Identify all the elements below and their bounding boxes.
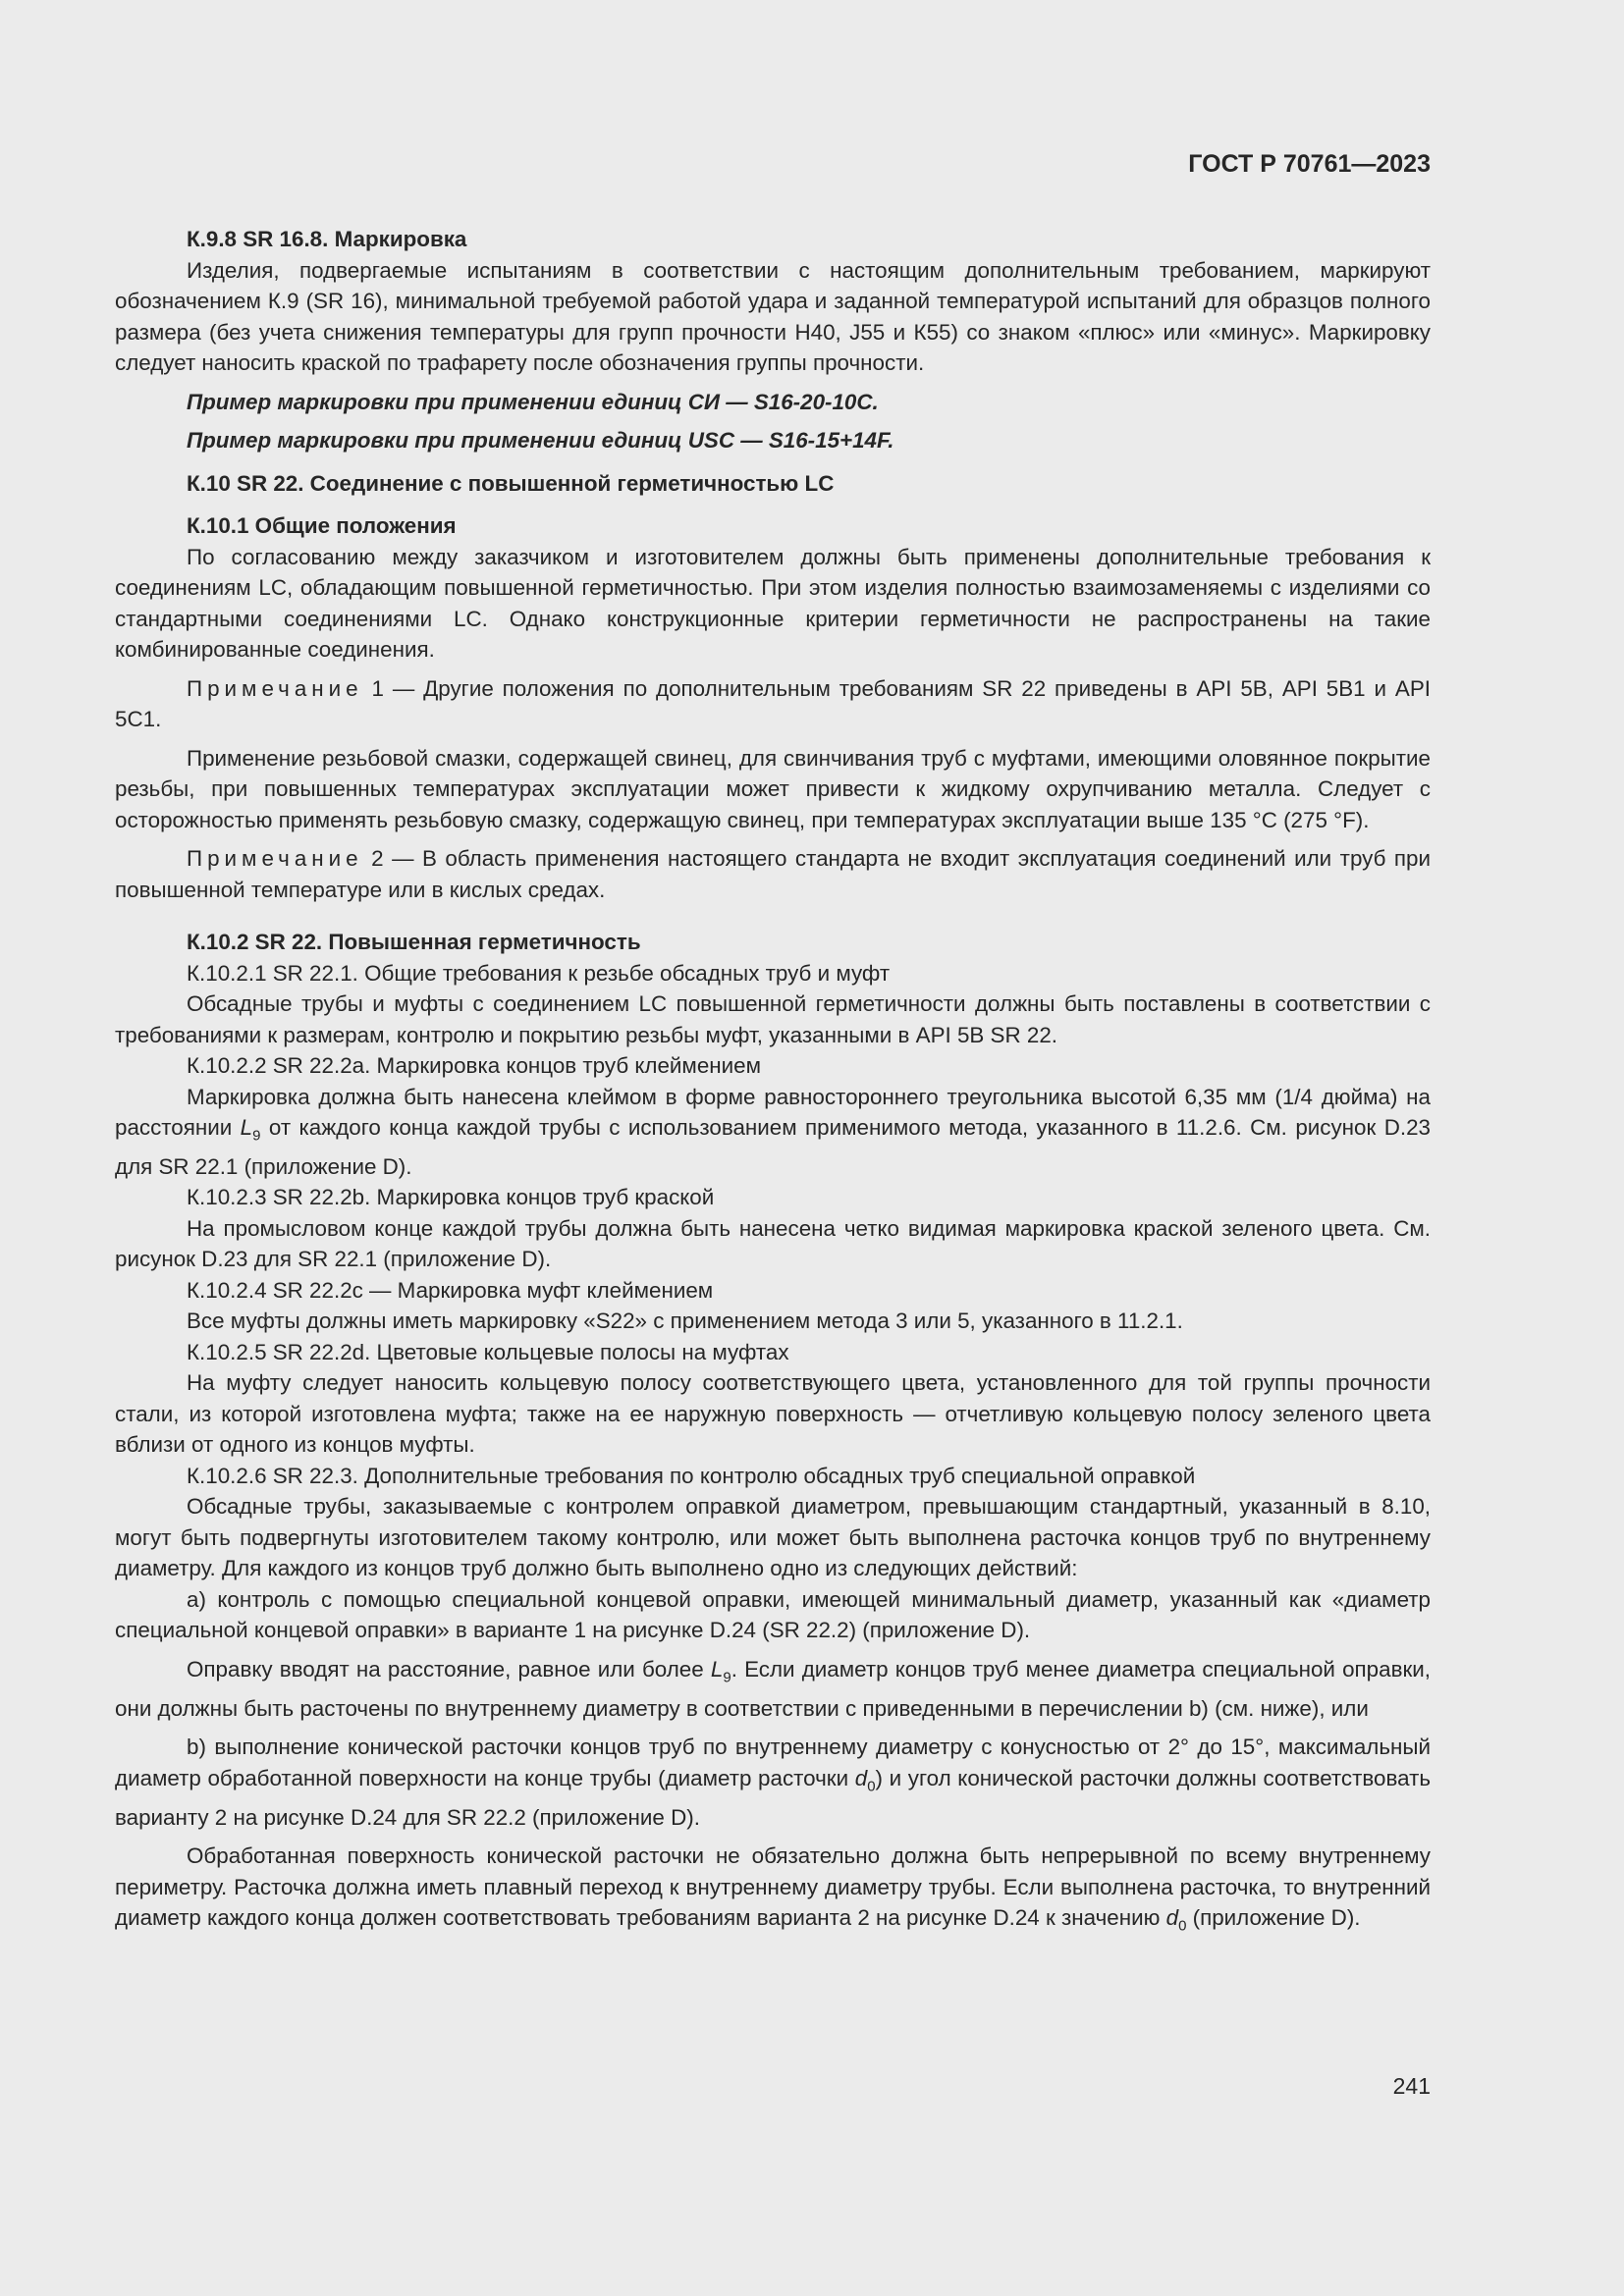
section-k101-text-2: Применение резьбовой смазки, содержащей свинец, для свинчивания труб с муфтами, имеющими оловянное покрытие резьбы, при повышенных температурах эксплуатации может привести к жидкому охрупчиванию металла. Следует с осторожностью применять резьбовую смазку, содержащую свинец, при температурах эксплуатации выше 135 °С (275 °F).: [115, 745, 1431, 832]
note-2: [115, 843, 1431, 905]
symbol-l: L: [710, 1656, 724, 1682]
list-item-a: а) контроль с помощью специальной концевой оправки, имеющей минимальный диаметр, указанный как «диаметр специальной концевой оправки» в варианте 1 на рисунке D.24 (SR 22.2) (приложение D).: [115, 1586, 1431, 1643]
section-k102-heading: К.10.2 SR 22. Повышенная герметичность: [187, 930, 641, 954]
subsection-6-text: Обсадные трубы, заказываемые с контролем оправкой диаметром, превышающим стандартный, указанный в 8.10, могут быть подвергнуты изготовителем такому контролю, или может быть выполнена расточка концов труб по внутреннему диаметру. Для каждого из концов труб должно быть выполнено одно из следующих действий:: [115, 1494, 1431, 1581]
page-number: 241: [1392, 2073, 1431, 2099]
list-item-a-text: [115, 1654, 1431, 1724]
symbol-l: L: [240, 1115, 253, 1140]
subsection-6-title: К.10.2.6 SR 22.3. Дополнительные требования по контролю обсадных труб специальной оправкой: [187, 1463, 1196, 1488]
symbol-l-subscript: 9: [252, 1127, 261, 1145]
list-item-b-text-b: ) и угол конической расточки должны соответствовать варианту 2 на рисунке D.24 для SR 22.2 (приложение D).: [115, 1765, 1431, 1830]
subsection-1-text: Обсадные трубы и муфты с соединением LC повышенной герметичности должны быть поставлены в соответствии с требованиями к размерам, контролю и покрытию резьбы муфт, указанными в API 5В SR 22.: [115, 991, 1431, 1047]
section-k98-heading: К.9.8 SR 16.8. Маркировка: [187, 227, 467, 251]
note-2-label: Примечание: [187, 846, 363, 871]
symbol-d-subscript: 0: [867, 1778, 876, 1795]
subsection-2-text-a: Маркировка должна быть нанесена клеймом в форме равностороннего треугольника высотой 6,35 мм (1/4 дюйма) на расстоянии: [115, 1084, 1431, 1140]
section-k101-heading: К.10.1 Общие положения: [187, 513, 457, 538]
subsection-3-title: К.10.2.3 SR 22.2b. Маркировка концов труб краской: [187, 1185, 715, 1210]
note-1: [115, 673, 1431, 735]
subsection-3-text: На промысловом конце каждой трубы должна быть нанесена четко видимая маркировка краской зеленого цвета. См. рисунок D.23 для SR 22.1 (приложение D).: [115, 1215, 1431, 1272]
marking-example-si: Пример маркировки при применении единиц СИ — S16-20-10C.: [187, 389, 879, 414]
subsection-5-title: К.10.2.5 SR 22.2d. Цветовые кольцевые полосы на муфтах: [187, 1339, 789, 1364]
list-item-b-text-a: b) выполнение конической расточки концов труб по внутреннему диаметру с конусностью от 2° до 15°, максимальный диаметр обработанной поверхности на конце трубы (диаметр расточки: [115, 1735, 1431, 1790]
subsection-2-title: К.10.2.2 SR 22.2а. Маркировка концов труб клеймением: [187, 1053, 761, 1078]
note-1-text: 1 — Другие положения по дополнительным требованиям SR 22 приведены в API 5В, API 5В1 и API 5С1.: [115, 675, 1431, 731]
subsection-5-text: На муфту следует наносить кольцевую полосу соответствующего цвета, установленного для той группы прочности стали, из которой изготовлена муфта; также на ее наружную поверхность — отчетливую кольцевую полосу зеленого цвета вблизи от одного из концов муфты.: [115, 1370, 1431, 1458]
document-title: ГОСТ Р 70761—2023: [1188, 150, 1431, 178]
subsection-4-text: Все муфты должны иметь маркировку «S22» с применением метода 3 или 5, указанного в 11.2.1.: [187, 1308, 1183, 1334]
subsection-2-text-b: от каждого конца каждой трубы с использованием применимого метода, указанного в 11.2.6. См. рисунок D.23 для SR 22.1 (приложение D).: [115, 1115, 1431, 1179]
note-2-text: 2 — В область применения настоящего стандарта не входит эксплуатация соединений или труб при повышенной температуре или в кислых средах.: [115, 846, 1431, 902]
final-paragraph: [115, 1841, 1431, 1942]
list-item-a-text-b: . Если диаметр концов труб менее диаметра специальной оправки, они должны быть расточены по внутреннему диаметру в соответствии с приведенными в перечислении b) (см. ниже), или: [115, 1656, 1432, 1721]
final-paragraph-text-a: Обработанная поверхность конической расточки не обязательно должна быть непрерывной по всему внутреннему периметру. Расточка должна иметь плавный переход к внутреннему диаметру трубы. Если выполнена расточка, то внутренний диаметр каждого конца должен соответствовать требованиям варианта 2 на рисунке D.24 к значению: [115, 1843, 1431, 1931]
section-k10-heading: К.10 SR 22. Соединение с повышенной герметичностью LC: [187, 470, 835, 496]
subsection-2-text: [115, 1082, 1431, 1183]
list-item-a-text-a: Оправку вводят на расстояние, равное или более: [187, 1656, 711, 1682]
symbol-d: d: [1165, 1905, 1179, 1931]
list-item-b: [115, 1732, 1431, 1833]
symbol-d: d: [854, 1765, 868, 1790]
section-k101-text: По согласованию между заказчиком и изготовителем должны быть применены дополнительные требования к соединениям LC, обладающим повышенной герметичностью. При этом изделия полностью взаимозаменяемы с изделиями со стандартными соединениями LC. Однако конструкционные критерии герметичности не распространены на такие комбинированные соединения.: [115, 544, 1431, 662]
symbol-d-subscript: 0: [1178, 1917, 1187, 1935]
subsection-4-title: К.10.2.4 SR 22.2с — Маркировка муфт клеймением: [187, 1277, 714, 1303]
marking-example-usc: Пример маркировки при применении единиц USC — S16-15+14F.: [187, 428, 894, 453]
section-k98-text: Изделия, подвергаемые испытаниям в соответствии с настоящим дополнительным требованием, маркируют обозначением К.9 (SR 16), минимальной требуемой работой удара и заданной температурой испытаний для образцов полного размера (без учета снижения температуры для групп прочности Н40, J55 и К55) со знаком «плюс» или «минус». Маркировку следует наносить краской по трафарету после обозначения группы прочности.: [115, 257, 1431, 375]
note-1-label: Примечание: [187, 675, 363, 701]
symbol-l-subscript: 9: [723, 1669, 731, 1686]
subsection-1-title: К.10.2.1 SR 22.1. Общие требования к резьбе обсадных труб и муфт: [187, 960, 891, 986]
final-paragraph-text-b: (приложение D).: [1186, 1905, 1361, 1931]
page-content: [115, 224, 1431, 1942]
